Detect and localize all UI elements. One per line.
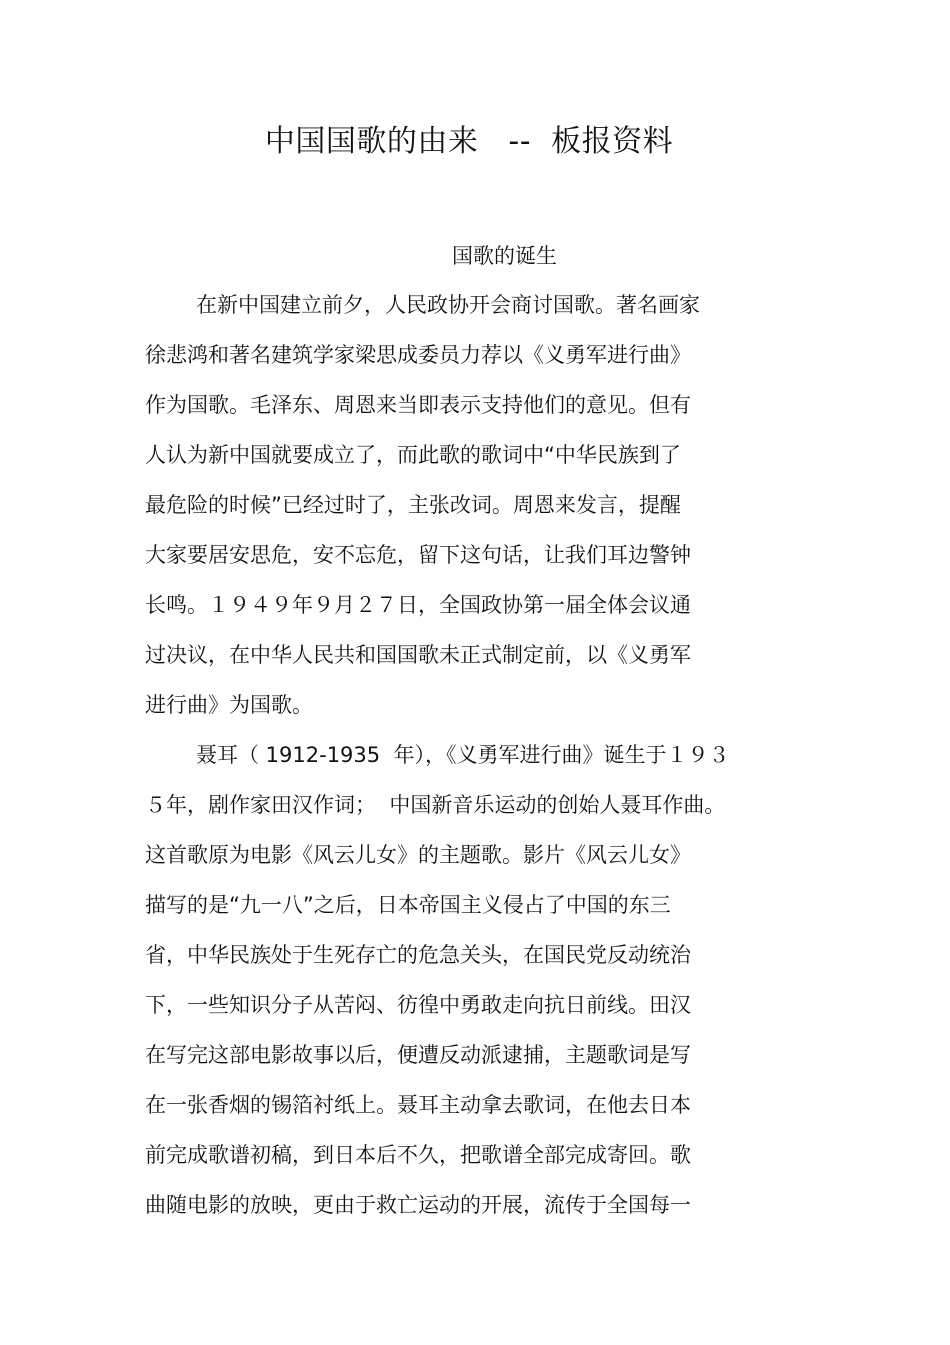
- paragraph-2-line-10: 曲随电影的放映，更由于救亡运动的开展，流传于全国每一: [145, 1193, 691, 1217]
- paragraph-1-line-8: 过决议，在中华人民共和国国歌未正式制定前，以《义勇军: [145, 643, 691, 667]
- paragraph-1-line-6: 大家要居安思危，安不忘危，留下这句话，让我们耳边警钟: [145, 543, 691, 567]
- paragraph-2-line-1: 聂耳（ 1912-1935 年），《义勇军进行曲》诞生于１９３: [196, 743, 730, 767]
- paragraph-2-line-6: 下，一些知识分子从苦闷、彷徨中勇敢走向抗日前线。田汉: [145, 993, 691, 1017]
- document-title: 中国国歌的由来 -- 板报资料: [264, 124, 674, 159]
- paragraph-2-line-7: 在写完这部电影故事以后，便遭反动派逮捕，主题歌词是写: [145, 1043, 691, 1067]
- paragraph-2-line-8: 在一张香烟的锡箔衬纸上。聂耳主动拿去歌词，在他去日本: [145, 1093, 691, 1117]
- paragraph-1-line-3: 作为国歌。毛泽东、周恩来当即表示支持他们的意见。但有: [145, 393, 691, 417]
- paragraph-2-line-4: 描写的是“九一八”之后，日本帝国主义侵占了中国的东三: [145, 893, 671, 917]
- paragraph-1-line-5: 最危险的时候”已经过时了，主张改词。周恩来发言，提醒: [145, 493, 681, 517]
- paragraph-2-line-5: 省，中华民族处于生死存亡的危急关头，在国民党反动统治: [145, 943, 691, 967]
- paragraph-2-line-9: 前完成歌谱初稿，到日本后不久，把歌谱全部完成寄回。歌: [145, 1143, 691, 1167]
- paragraph-2-line-3: 这首歌原为电影《风云儿女》的主题歌。影片《风云儿女》: [145, 843, 691, 867]
- paragraph-2-line-2: ５年，剧作家田汉作词； 中国新音乐运动的创始人聂耳作曲。: [145, 793, 726, 817]
- paragraph-1-line-7: 长鸣。１９４９年９月２７日，全国政协第一届全体会议通: [145, 593, 691, 617]
- paragraph-1-line-4: 人认为新中国就要成立了，而此歌的歌词中“中华民族到了: [145, 443, 681, 467]
- section-heading: 国歌的诞生: [452, 244, 557, 268]
- paragraph-1-line-9: 进行曲》为国歌。: [145, 693, 313, 717]
- paragraph-1-line-1: 在新中国建立前夕，人民政协开会商讨国歌。著名画家: [196, 293, 700, 317]
- paragraph-1-line-2: 徐悲鸿和著名建筑学家梁思成委员力荐以《义勇军进行曲》: [145, 343, 691, 367]
